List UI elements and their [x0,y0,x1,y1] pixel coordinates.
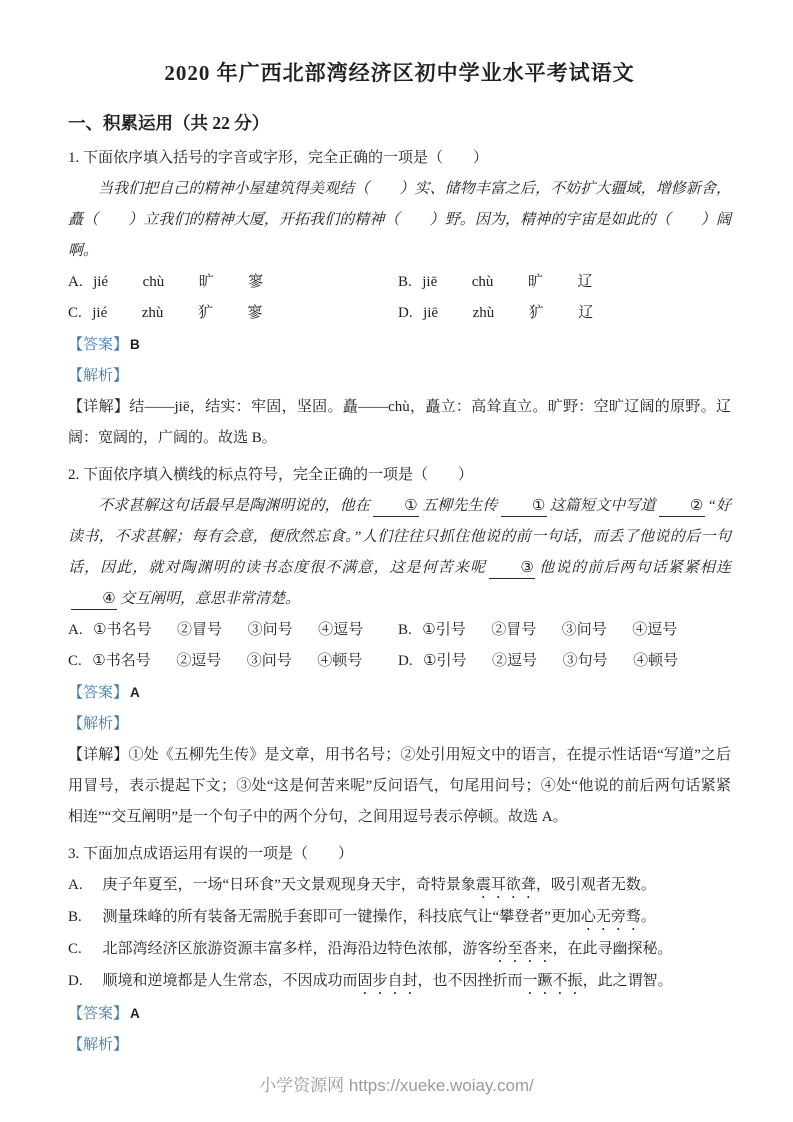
analysis-line [68,361,731,392]
option-part: ④顿号 [633,653,679,669]
emphasized-idiom: 纷至沓来 [492,941,553,957]
option-b [68,902,731,934]
option-part: 旷 [198,274,214,290]
option-parts [423,305,593,321]
question-1-passage: 当我们把自己的精神小屋建筑得美观结（ ）实、储物丰富之后，不妨扩大疆域，增修新舍，矗（ ）立我们的精神大厦，开拓我们的精神（ ）野。因为，精神的宇宙是如此的（ ）阔啊。 [68,181,731,259]
option-part: ②冒号 [491,622,537,638]
option-part: ④逗号 [318,622,364,638]
option-parts [92,653,362,669]
option-key: A. [68,274,83,290]
option-a [68,870,731,902]
option-part: ②冒号 [177,622,223,638]
option-part: zhù [472,305,495,321]
answer-label: 【答案】 [68,1006,129,1022]
option-d [68,966,731,998]
option-text: 测量珠峰的所有装备无需脱手套即可一键操作，科技底气让“攀登者”更加心无旁骛。 [102,909,656,925]
option-b [398,615,731,646]
detail-text: 结——jiē，结实：牢固，坚固。矗——chù，矗立：高耸直立。旷野：空旷辽阔的原野。辽阔：宽阔的，广阔的。故选 B。 [68,399,731,446]
option-part: ②逗号 [492,653,538,669]
option-key: B. [68,909,82,925]
option-c [68,298,398,329]
option-parts [93,622,363,638]
option-part: ③句号 [562,653,608,669]
answer-value: A [130,685,140,700]
option-part: ③问号 [246,653,292,669]
option-part: ③问号 [561,622,607,638]
option-key: A. [68,877,83,893]
detail-text: ①处《五柳先生传》是文章，用书名号；②处引用短文中的语言，在提示性话语“写道”之后用冒号，表示提起下文；③处“这是何苦来呢”反问语气，句尾用问号；④处“他说的前后两句话紧紧相连”“交互阐明”是一个句子中的两个分句，之间用逗号表示停顿。故选 A。 [68,747,731,825]
detail-line [68,740,731,833]
option-part: ④顿号 [317,653,363,669]
option-key: C. [68,305,82,321]
option-part: ②逗号 [176,653,222,669]
option-b [398,267,731,298]
option-a [68,267,398,298]
emphasized-idiom: 震耳欲聋 [475,877,536,893]
question-3-stem: 3. 下面加点成语运用有误的一项是（ ） [68,846,354,862]
option-key: D. [398,305,413,321]
answer-value: A [130,1006,140,1021]
analysis-label: 【解析】 [68,716,129,732]
option-text: 顺境和逆境都是人生常态，不因成功而固步自封，也不因挫折而一蹶不振，此之谓智。 [102,973,673,989]
option-key: C. [68,941,82,957]
question-2-passage: 不求甚解这句话最早是陶渊明说的，他在 ① 五柳先生传 ① 这篇短文中写道 ② “好读书，不求甚解；每有会意，便欣然忘食。”人们往往只抓住他说的前一句话，而丢了他说的后一句话，因此，就对陶渊明的读书态度很不满意，这是何苦来呢 ③ 他说的前后两句话紧紧相连④ 交互阐明，意思非常清楚。 [68,491,731,615]
page-title: 2020 年广西北部湾经济区初中学业水平考试语文 [164,61,635,85]
question-1-options [68,267,731,329]
option-key: C. [68,653,82,669]
question-2-options [68,615,731,677]
option-part: ①引号 [423,653,467,669]
option-part: 寥 [248,274,264,290]
option-d [398,646,731,677]
option-a [68,615,398,646]
analysis-line [68,709,731,740]
option-part: ①引号 [422,622,466,638]
option-parts [423,653,678,669]
option-key: B. [398,274,412,290]
question-1-stem: 1. 下面依序填入括号的字音或字形，完全正确的一项是（ ） [68,150,489,166]
analysis-line [68,1030,731,1061]
option-part: jié [93,274,109,290]
option-part: zhù [141,305,164,321]
detail-label: 【详解】 [68,399,130,415]
option-c [68,934,731,966]
option-part: ④逗号 [632,622,678,638]
punctuation-blank: ① [373,497,419,517]
option-part: jié [92,305,108,321]
punctuation-blank: ① [501,497,547,517]
option-key: D. [68,973,83,989]
option-parts [93,274,263,290]
question-2 [68,460,731,833]
answer-line [68,329,731,361]
question-1 [68,143,731,454]
option-parts [422,622,677,638]
punctuation-blank: ② [659,497,705,517]
option-part: 犷 [197,305,213,321]
analysis-label: 【解析】 [68,1037,129,1053]
option-part: 辽 [577,274,593,290]
question-3 [68,839,731,1061]
answer-label: 【答案】 [68,685,129,701]
option-part: ③问号 [247,622,293,638]
option-c [68,646,398,677]
option-part: chù [471,274,494,290]
option-part: 犷 [528,305,544,321]
punctuation-blank: ④ [71,590,117,610]
punctuation-blank: ③ [489,559,535,579]
option-part: ①书名号 [93,622,152,638]
option-part: ①书名号 [92,653,151,669]
option-text: 北部湾经济区旅游资源丰富多样，沿海沿边特色浓郁，游客纷至沓来，在此寻幽探秘。 [102,941,673,957]
option-key: D. [398,653,413,669]
option-d [398,298,731,329]
question-2-stem: 2. 下面依序填入横线的标点符号，完全正确的一项是（ ） [68,467,474,483]
option-key: B. [398,622,412,638]
answer-line [68,677,731,709]
analysis-label: 【解析】 [68,368,129,384]
option-part: jiē [423,305,439,321]
option-parts [92,305,262,321]
option-part: 寥 [247,305,263,321]
option-key: A. [68,622,83,638]
option-parts [422,274,592,290]
emphasized-idiom: 心无旁骛 [580,909,641,925]
emphasized-idiom: 固步自封 [357,973,418,989]
option-text: 庚子年夏至，一场“日环食”天文景观现身天宇，奇特景象震耳欲聋，吸引观者无数。 [102,877,656,893]
section-heading: 一、积累运用（共 22 分） [68,113,270,133]
footer-watermark: 小学资源网 https://xueke.woiay.com/ [259,1076,534,1095]
detail-label: 【详解】 [68,747,129,763]
option-part: 辽 [578,305,594,321]
detail-line [68,392,731,454]
answer-line [68,998,731,1030]
emphasized-idiom: 一蹶不振 [522,973,583,989]
answer-value: B [130,337,140,352]
option-part: chù [142,274,165,290]
option-part: jiē [422,274,438,290]
answer-label: 【答案】 [68,337,129,353]
option-part: 旷 [527,274,543,290]
